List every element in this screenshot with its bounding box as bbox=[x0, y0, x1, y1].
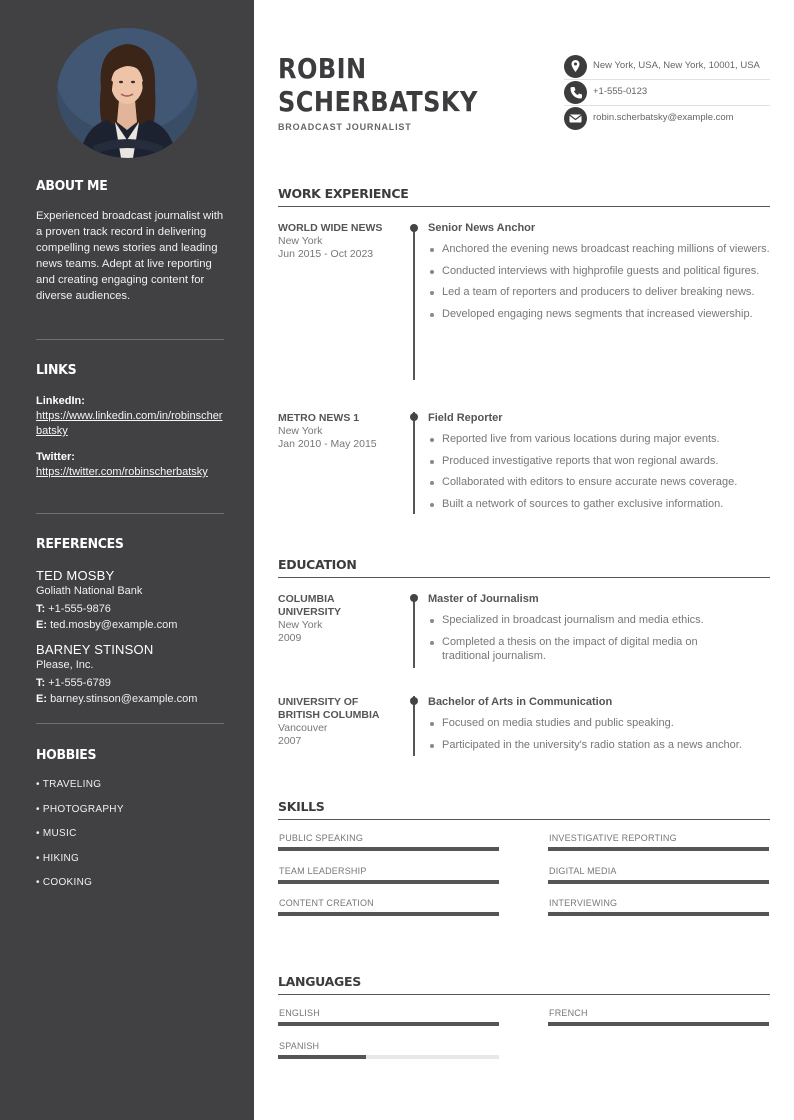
email-label: E: bbox=[36, 619, 47, 631]
employer: METRO NEWS 1 bbox=[278, 412, 360, 424]
location: New York bbox=[278, 619, 323, 631]
skill-name: CONTENT CREATION bbox=[279, 898, 374, 908]
skill-level-fill bbox=[278, 880, 499, 884]
timeline-line bbox=[413, 228, 415, 380]
language-level-fill bbox=[548, 1022, 769, 1026]
skill-name: PUBLIC SPEAKING bbox=[279, 833, 364, 843]
language-item bbox=[278, 1041, 499, 1059]
language-item bbox=[278, 1008, 499, 1026]
contact-phone-text: +1-555-0123 bbox=[593, 86, 648, 97]
reference-item bbox=[36, 642, 224, 707]
language-level-fill bbox=[278, 1022, 499, 1026]
school: UNIVERSITY OF BRITISH COLUMBIA bbox=[278, 696, 380, 721]
about-section bbox=[36, 177, 224, 304]
hobbies-heading: HOBBIES bbox=[36, 746, 97, 763]
reference-phone: +1-555-6789 bbox=[48, 677, 111, 689]
education-entry-details bbox=[428, 696, 770, 759]
skill-item bbox=[278, 833, 499, 851]
name-last: SCHERBATSKY bbox=[278, 85, 478, 118]
divider bbox=[36, 513, 224, 514]
reference-email: ted.mosby@example.com bbox=[50, 619, 178, 631]
bullet-item: Conducted interviews with highprofile guests and political figures. bbox=[428, 264, 770, 279]
skills-heading: SKILLS bbox=[278, 799, 770, 820]
languages-heading: LANGUAGES bbox=[278, 974, 770, 995]
skill-name: TEAM LEADERSHIP bbox=[279, 865, 367, 876]
education-entry-meta bbox=[278, 696, 388, 748]
email-label: E: bbox=[36, 693, 47, 705]
reference-company: Goliath National Bank bbox=[36, 585, 143, 597]
skill-level-fill bbox=[278, 912, 499, 916]
work-entry-meta bbox=[278, 412, 398, 451]
work-heading: WORK EXPERIENCE bbox=[278, 186, 770, 207]
language-name: ENGLISH bbox=[279, 1008, 320, 1018]
skill-item bbox=[548, 833, 769, 851]
bullet-item: Led a team of reporters and producers to deliver breaking news. bbox=[428, 285, 770, 300]
language-name: FRENCH bbox=[549, 1008, 588, 1018]
bullet-item: Reported live from various locations during major events. bbox=[428, 432, 770, 447]
education-entry-details bbox=[428, 593, 770, 671]
links-section bbox=[36, 361, 224, 480]
bullet-item: Focused on media studies and public speaking. bbox=[428, 716, 770, 731]
location: Vancouver bbox=[278, 722, 328, 734]
skill-name: INTERVIEWING bbox=[549, 898, 618, 908]
candidate-name bbox=[278, 52, 478, 118]
name-first: ROBIN bbox=[278, 52, 367, 85]
dates: Jun 2015 - Oct 2023 bbox=[278, 248, 374, 260]
dates: 2009 bbox=[278, 632, 302, 644]
dates: Jan 2010 - May 2015 bbox=[278, 438, 377, 450]
bullet-item: Collaborated with editors to ensure accurate news coverage. bbox=[428, 475, 770, 490]
work-entry-details bbox=[428, 412, 770, 518]
reference-name: BARNEY STINSON bbox=[36, 642, 154, 657]
bullet-item: Produced investigative reports that won regional awards. bbox=[428, 454, 770, 469]
skill-item bbox=[548, 898, 769, 916]
language-level-track bbox=[278, 1022, 499, 1026]
about-heading: ABOUT ME bbox=[36, 177, 108, 194]
language-level-track bbox=[278, 1055, 499, 1059]
linkedin-link[interactable]: https://www.linkedin.com/in/robinscherbatsky bbox=[36, 410, 223, 437]
skill-level-fill bbox=[548, 912, 769, 916]
location: New York bbox=[278, 235, 323, 247]
divider bbox=[36, 339, 224, 340]
degree-title: Bachelor of Arts in Communication bbox=[428, 696, 613, 708]
employer: WORLD WIDE NEWS bbox=[278, 222, 383, 234]
timeline-dot bbox=[410, 224, 418, 232]
reference-company: Please, Inc. bbox=[36, 659, 94, 671]
hobby-item: • MUSIC bbox=[36, 828, 77, 839]
skill-level-track bbox=[548, 847, 769, 851]
language-level-fill bbox=[278, 1055, 366, 1059]
reference-name: TED MOSBY bbox=[36, 568, 115, 583]
links-heading: LINKS bbox=[36, 361, 77, 378]
references-heading: REFERENCES bbox=[36, 535, 124, 552]
hobbies-section bbox=[36, 746, 224, 902]
job-title: BROADCAST JOURNALIST bbox=[278, 122, 412, 132]
bullet-item: Specialized in broadcast journalism and media ethics. bbox=[428, 613, 770, 628]
skill-name: INVESTIGATIVE REPORTING bbox=[549, 833, 677, 843]
reference-email: barney.stinson@example.com bbox=[50, 693, 198, 705]
language-level-track bbox=[548, 1022, 769, 1026]
bullet-item: Anchored the evening news broadcast reaching millions of viewers. bbox=[428, 242, 770, 257]
skill-name: DIGITAL MEDIA bbox=[549, 865, 617, 876]
bullet-item: Participated in the university's radio station as a news anchor. bbox=[428, 738, 770, 753]
timeline-line bbox=[413, 596, 415, 668]
education-heading: EDUCATION bbox=[278, 557, 770, 578]
bullet-item: Built a network of sources to gather exclusive information. bbox=[428, 497, 770, 512]
role-title: Senior News Anchor bbox=[428, 222, 536, 234]
skill-item bbox=[278, 898, 499, 916]
timeline-dot bbox=[410, 697, 418, 705]
role-title: Field Reporter bbox=[428, 412, 503, 424]
degree-title: Master of Journalism bbox=[428, 593, 539, 605]
hobby-item: • PHOTOGRAPHY bbox=[36, 803, 124, 815]
skill-level-fill bbox=[548, 880, 769, 884]
hobby-item: • TRAVELING bbox=[36, 779, 102, 790]
bullet-item: Completed a thesis on the impact of digital media on traditional journalism. bbox=[428, 635, 738, 664]
references-section bbox=[36, 535, 224, 707]
work-entry-meta bbox=[278, 222, 398, 261]
reference-phone: +1-555-9876 bbox=[48, 603, 111, 615]
skill-level-fill bbox=[548, 847, 769, 851]
divider bbox=[36, 723, 224, 724]
mail-icon bbox=[564, 107, 587, 130]
skill-level-track bbox=[548, 880, 769, 884]
location: New York bbox=[278, 425, 323, 437]
timeline-dot bbox=[410, 594, 418, 602]
hobby-item: • COOKING bbox=[36, 877, 93, 888]
contact-location bbox=[564, 54, 770, 80]
sidebar bbox=[0, 0, 254, 1120]
timeline-line bbox=[413, 412, 415, 514]
skill-level-fill bbox=[278, 847, 499, 851]
reference-item bbox=[36, 568, 224, 633]
twitter-link[interactable]: https://twitter.com/robinscherbatsky bbox=[36, 466, 208, 478]
skill-item bbox=[548, 866, 769, 884]
hobby-item: • HIKING bbox=[36, 852, 80, 864]
skill-level-track bbox=[278, 880, 499, 884]
phone-icon bbox=[564, 81, 587, 104]
education-entry-meta bbox=[278, 593, 388, 645]
contact-email-text: robin.scherbatsky@example.com bbox=[593, 112, 734, 123]
linkedin-label: LinkedIn: bbox=[36, 395, 85, 407]
profile-photo bbox=[57, 28, 198, 158]
contact-phone bbox=[564, 80, 770, 106]
school: COLUMBIA UNIVERSITY bbox=[278, 593, 342, 618]
contact-address: New York, USA, New York, 10001, USA bbox=[593, 60, 760, 71]
skill-level-track bbox=[548, 912, 769, 916]
language-item bbox=[548, 1008, 769, 1026]
skill-level-track bbox=[278, 847, 499, 851]
work-entry-details bbox=[428, 222, 770, 328]
contact-email bbox=[564, 106, 770, 132]
location-icon bbox=[564, 55, 587, 78]
phone-label: T: bbox=[36, 603, 46, 615]
dates: 2007 bbox=[278, 735, 302, 747]
timeline-line bbox=[413, 696, 415, 756]
twitter-label: Twitter: bbox=[36, 451, 75, 463]
bullet-item: Developed engaging news segments that increased viewership. bbox=[428, 307, 770, 322]
skill-item bbox=[278, 866, 499, 884]
phone-label: T: bbox=[36, 677, 46, 689]
about-text: Experienced broadcast journalist with a proven track record in delivering compelling news stories and leading news teams. Adept at live reporting and creating engaging content for diverse audiences. bbox=[36, 210, 224, 302]
timeline-dot bbox=[410, 413, 418, 421]
skill-level-track bbox=[278, 912, 499, 916]
language-name: SPANISH bbox=[279, 1040, 320, 1051]
